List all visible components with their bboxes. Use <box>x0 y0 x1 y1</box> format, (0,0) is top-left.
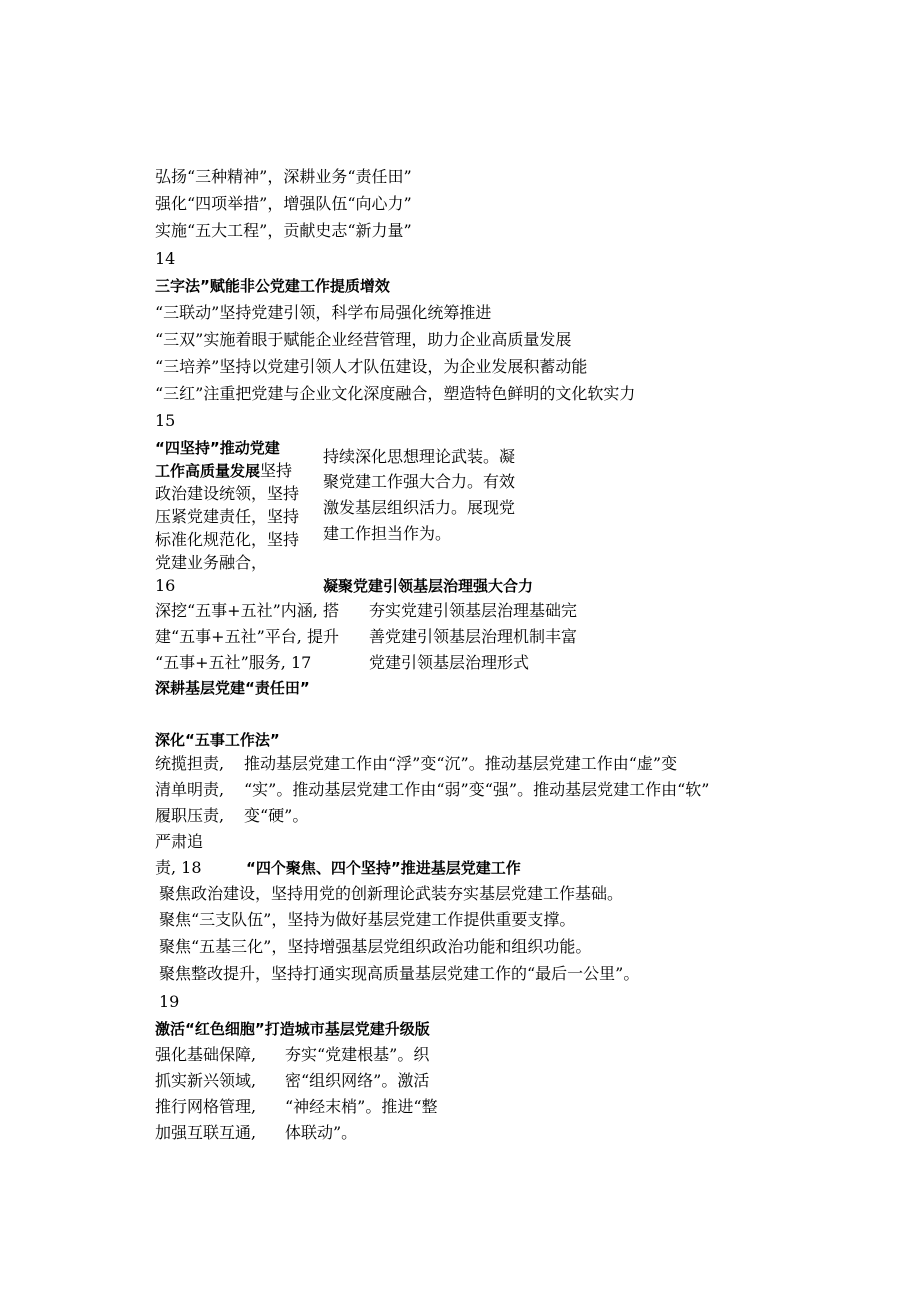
s19-right-line-1: 夯实“党建根基”。织 <box>285 1045 430 1064</box>
s15-right-line-3: 激发基层组织活力。展现党 <box>323 498 516 517</box>
s19-title: 激活“红色细胞”打造城市基层党建升级版 <box>155 1020 430 1038</box>
s19-right-line-3: “神经末梢”。推进“整 <box>285 1097 438 1116</box>
s14-line-2: “三双”实施着眼于赋能企业经营管理，助力企业高质量发展 <box>155 330 572 349</box>
s15-title-2: 工作高质量发展 <box>155 462 261 480</box>
s16-left-line-3: “五事+五社”服务, 17 <box>155 653 312 672</box>
s15-left-line-4: 标准化规范化，坚持 <box>155 530 300 549</box>
s19-left-line-3: 推行网格管理, <box>155 1097 257 1116</box>
s18-line-3: 聚焦“五基三化”，坚持增强基层党组织政治功能和组织功能。 <box>159 937 592 956</box>
s15-left-line-2: 政治建设统领，坚持 <box>155 484 300 503</box>
s18-line-4: 聚焦整改提升，坚持打通实现高质量基层党建工作的“最后一公里”。 <box>159 964 640 983</box>
s18-line-1: 聚焦政治建设，坚持用党的创新理论武装夯实基层党建工作基础。 <box>159 884 624 903</box>
s17-left-line-5: 责, 18 <box>155 858 202 877</box>
s15-right-line-4: 建工作担当作为。 <box>323 524 452 543</box>
s16-left-line-1: 深挖“五事+五社”内涵, 搭 <box>155 601 339 620</box>
s17-right-line-3: 变“硬”。 <box>244 806 309 825</box>
s17-left-line-4: 严肃追 <box>155 832 204 851</box>
s14-line-1: “三联动”坚持党建引领，科学布局强化统筹推进 <box>155 303 492 322</box>
s19-left-line-2: 抓实新兴领域, <box>155 1071 257 1090</box>
s16-left-line-2: 建“五事+五社”平台, 提升 <box>155 627 339 646</box>
s17-left-line-2: 清单明责, <box>155 780 225 799</box>
s15-left-line-5: 党建业务融合， <box>155 553 268 572</box>
s17-right-line-1: 推动基层党建工作由“浮”变“沉”。推动基层党建工作由“虚”变 <box>244 754 678 773</box>
s14-line-3: “三培养”坚持以党建引领人才队伍建设，为企业发展积蓄动能 <box>155 357 588 376</box>
s15-left-line-3: 压紧党建责任，坚持 <box>155 507 300 526</box>
s19-left-line-1: 强化基础保障, <box>155 1045 257 1064</box>
s13-line-2: 强化“四项举措”，增强队伍“向心力” <box>155 194 412 213</box>
s19-number: 19 <box>159 992 180 1011</box>
s19-left-line-4: 加强互联互通, <box>155 1123 257 1142</box>
s16-number: 16 <box>155 576 176 595</box>
s14-title: 三字法”赋能非公党建工作提质增效 <box>155 277 390 295</box>
s15-number: 15 <box>155 411 176 430</box>
s17-left-line-3: 履职压责, <box>155 806 225 825</box>
s18-title: “四个聚焦、四个坚持”推进基层党建工作 <box>246 859 521 877</box>
s19-right-line-2: 密“组织网络”。激活 <box>285 1071 430 1090</box>
s15-title-1: “四坚持”推动党建 <box>155 439 280 457</box>
s16-right-line-2: 善党建引领基层治理机制丰富 <box>369 627 578 646</box>
s16-right-line-3: 党建引领基层治理形式 <box>369 653 530 672</box>
s14-line-4: “三红”注重把党建与企业文化深度融合，塑造特色鲜明的文化软实力 <box>155 384 636 403</box>
s15-right-line-1: 持续深化思想理论武装。凝 <box>323 447 516 466</box>
s18-line-2: 聚焦“三支队伍”，坚持为做好基层党建工作提供重要支撑。 <box>159 910 576 929</box>
s15-right-line-2: 聚党建工作强大合力。有效 <box>323 472 516 491</box>
s13-line-3: 实施“五大工程”，贡献史志“新力量” <box>155 221 412 240</box>
s17-title: 深化“五事工作法” <box>155 731 280 749</box>
s16-subtitle: 深耕基层党建“责任田” <box>155 679 310 697</box>
s15-title-line <box>155 460 292 482</box>
s16-title: 凝聚党建引领基层治理强大合力 <box>323 577 534 595</box>
s13-line-1: 弘扬“三种精神”，深耕业务“责任田” <box>155 167 412 186</box>
s16-right-line-1: 夯实党建引领基层治理基础完 <box>369 601 578 620</box>
s17-left-line-1: 统揽担责, <box>155 754 225 773</box>
s17-right-line-2: “实”。推动基层党建工作由“弱”变“强”。推动基层党建工作由“软” <box>244 780 710 799</box>
s15-left-line-1: 坚持 <box>260 461 293 480</box>
s19-right-line-4: 体联动”。 <box>285 1123 358 1142</box>
s14-number: 14 <box>155 249 176 268</box>
